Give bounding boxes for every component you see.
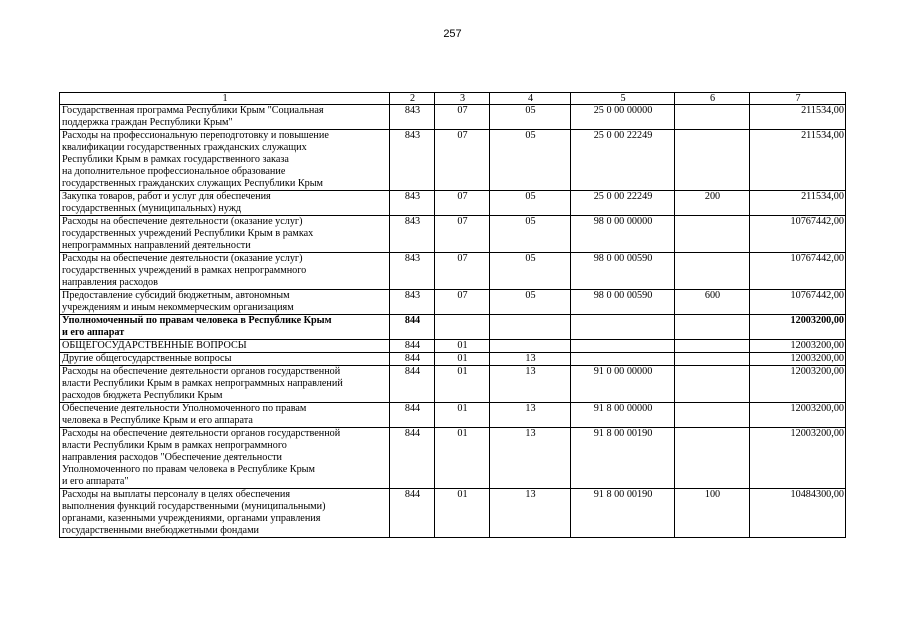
section-code-cell (435, 315, 490, 340)
department-code-cell: 844 (390, 315, 435, 340)
subsection-code-cell: 05 (490, 253, 571, 290)
expense-type-cell (675, 130, 750, 191)
subsection-code-cell: 05 (490, 105, 571, 130)
section-code-cell: 01 (435, 489, 490, 538)
department-code-cell: 843 (390, 290, 435, 315)
amount-cell: 10767442,00 (750, 253, 846, 290)
table-row (60, 105, 846, 130)
expense-name-cell: Уполномоченный по правам человека в Республике Крым и его аппарат (60, 315, 390, 340)
section-code-cell: 01 (435, 340, 490, 353)
subsection-code-cell: 13 (490, 428, 571, 489)
amount-cell: 12003200,00 (750, 428, 846, 489)
table-header-row (60, 93, 846, 105)
section-code-cell: 07 (435, 105, 490, 130)
table-row (60, 366, 846, 403)
expense-name-cell: Расходы на обеспечение деятельности (оказание услуг) государственных учреждений Республики Крым в рамках непрограммных направлений деятельности (60, 216, 390, 253)
table-row (60, 191, 846, 216)
column-header: 3 (435, 93, 490, 105)
expense-type-cell (675, 403, 750, 428)
target-article-cell: 91 8 00 00000 (571, 403, 675, 428)
section-code-cell: 01 (435, 353, 490, 366)
target-article-cell (571, 315, 675, 340)
expense-type-cell (675, 216, 750, 253)
column-header: 5 (571, 93, 675, 105)
subsection-code-cell: 05 (490, 191, 571, 216)
amount-cell: 12003200,00 (750, 353, 846, 366)
department-code-cell: 843 (390, 216, 435, 253)
amount-cell: 12003200,00 (750, 403, 846, 428)
section-code-cell: 07 (435, 253, 490, 290)
section-code-cell: 07 (435, 130, 490, 191)
target-article-cell: 98 0 00 00590 (571, 290, 675, 315)
department-code-cell: 843 (390, 130, 435, 191)
amount-cell: 12003200,00 (750, 315, 846, 340)
expense-name-cell: Расходы на профессиональную переподготовку и повышение квалификации государственных гражданских служащих Республики Крым в рамках государственного заказа на дополнительное профессиональное образование государственных гражданских служащих Республики Крым (60, 130, 390, 191)
department-code-cell: 843 (390, 105, 435, 130)
target-article-cell (571, 353, 675, 366)
subsection-code-cell (490, 340, 571, 353)
expense-type-cell: 200 (675, 191, 750, 216)
table-row (60, 130, 846, 191)
target-article-cell: 25 0 00 22249 (571, 191, 675, 216)
expense-name-cell: Расходы на обеспечение деятельности органов государственной власти Республики Крым в рамках непрограммных направлений расходов бюджета Республики Крым (60, 366, 390, 403)
expense-name-cell: Другие общегосударственные вопросы (60, 353, 390, 366)
amount-cell: 211534,00 (750, 130, 846, 191)
table-row (60, 253, 846, 290)
column-header: 4 (490, 93, 571, 105)
department-code-cell: 844 (390, 340, 435, 353)
expense-type-cell (675, 366, 750, 403)
table-row (60, 403, 846, 428)
department-code-cell: 844 (390, 403, 435, 428)
subsection-code-cell (490, 315, 571, 340)
department-code-cell: 844 (390, 353, 435, 366)
amount-cell: 10767442,00 (750, 216, 846, 253)
subsection-code-cell: 05 (490, 130, 571, 191)
table-row (60, 428, 846, 489)
expense-name-cell: Закупка товаров, работ и услуг для обеспечения государственных (муниципальных) нужд (60, 191, 390, 216)
amount-cell: 12003200,00 (750, 340, 846, 353)
section-code-cell: 07 (435, 290, 490, 315)
amount-cell: 211534,00 (750, 105, 846, 130)
section-code-cell: 01 (435, 428, 490, 489)
budget-table (59, 92, 846, 538)
column-header: 6 (675, 93, 750, 105)
target-article-cell: 91 0 00 00000 (571, 366, 675, 403)
amount-cell: 12003200,00 (750, 366, 846, 403)
expense-type-cell (675, 340, 750, 353)
amount-cell: 10767442,00 (750, 290, 846, 315)
expense-name-cell: Расходы на обеспечение деятельности (оказание услуг) государственных учреждений в рамках непрограммного направления расходов (60, 253, 390, 290)
subsection-code-cell: 13 (490, 489, 571, 538)
column-header: 7 (750, 93, 846, 105)
table-row (60, 290, 846, 315)
expense-type-cell (675, 105, 750, 130)
section-code-cell: 07 (435, 216, 490, 253)
column-header: 1 (60, 93, 390, 105)
expense-name-cell: Расходы на обеспечение деятельности органов государственной власти Республики Крым в рамках непрограммного направления расходов "Обеспечение деятельности Уполномоченного по правам человека в Республике Крым и его аппарата" (60, 428, 390, 489)
table-row (60, 315, 846, 340)
section-code-cell: 01 (435, 366, 490, 403)
subsection-code-cell: 05 (490, 216, 571, 253)
table-row (60, 216, 846, 253)
target-article-cell: 91 8 00 00190 (571, 489, 675, 538)
target-article-cell: 98 0 00 00590 (571, 253, 675, 290)
expense-name-cell: ОБЩЕГОСУДАРСТВЕННЫЕ ВОПРОСЫ (60, 340, 390, 353)
target-article-cell: 98 0 00 00000 (571, 216, 675, 253)
amount-cell: 10484300,00 (750, 489, 846, 538)
expense-name-cell: Обеспечение деятельности Уполномоченного по правам человека в Республике Крым и его аппарата (60, 403, 390, 428)
expense-type-cell (675, 353, 750, 366)
section-code-cell: 07 (435, 191, 490, 216)
department-code-cell: 844 (390, 428, 435, 489)
expense-type-cell (675, 428, 750, 489)
department-code-cell: 844 (390, 366, 435, 403)
target-article-cell (571, 340, 675, 353)
subsection-code-cell: 13 (490, 403, 571, 428)
table-row (60, 489, 846, 538)
amount-cell: 211534,00 (750, 191, 846, 216)
subsection-code-cell: 05 (490, 290, 571, 315)
table-row (60, 340, 846, 353)
target-article-cell: 91 8 00 00190 (571, 428, 675, 489)
department-code-cell: 843 (390, 191, 435, 216)
expense-type-cell (675, 253, 750, 290)
target-article-cell: 25 0 00 00000 (571, 105, 675, 130)
expense-type-cell: 600 (675, 290, 750, 315)
table-row (60, 353, 846, 366)
expense-name-cell: Государственная программа Республики Крым "Социальная поддержка граждан Республики Крым" (60, 105, 390, 130)
subsection-code-cell: 13 (490, 366, 571, 403)
target-article-cell: 25 0 00 22249 (571, 130, 675, 191)
expense-type-cell: 100 (675, 489, 750, 538)
expense-name-cell: Расходы на выплаты персоналу в целях обеспечения выполнения функций государственными (муниципальными) органами, казенными учреждениями, органами управления государственными внебюджетными фондами (60, 489, 390, 538)
expense-type-cell (675, 315, 750, 340)
subsection-code-cell: 13 (490, 353, 571, 366)
section-code-cell: 01 (435, 403, 490, 428)
column-header: 2 (390, 93, 435, 105)
page-number: 257 (443, 28, 462, 40)
expense-name-cell: Предоставление субсидий бюджетным, автономным учреждениям и иным некоммерческим организациям (60, 290, 390, 315)
department-code-cell: 844 (390, 489, 435, 538)
department-code-cell: 843 (390, 253, 435, 290)
